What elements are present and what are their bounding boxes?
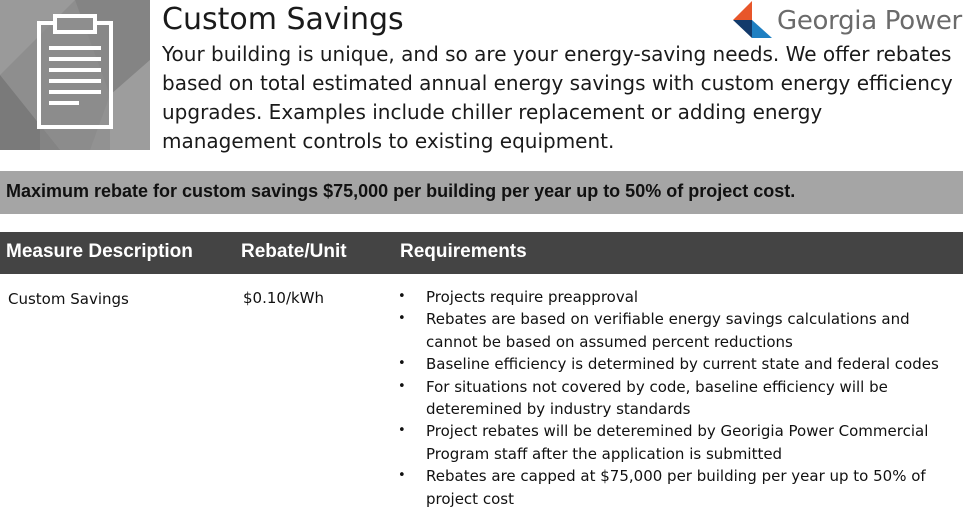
georgia-power-logo-mark-icon (730, 0, 774, 40)
measure-cell: Custom Savings (8, 290, 129, 308)
list-item: • Project rebates will be deteremined by Georigia Power Commercial Program staff after the application is submitted (398, 420, 963, 465)
intro-text: Your building is unique, and so are your energy-saving needs. We offer rebates based on total estimated annual energy savings with custom energy efficiency upgrades. Examples include chiller replacement or adding energy management controls to existing equipment. (162, 42, 953, 153)
list-item: • Baseline efficiency is determined by current state and federal codes (398, 353, 963, 375)
banner-text: Maximum rebate for custom savings $75,000 per building per year up to 50% of project cost. (6, 181, 796, 201)
header-requirements: Requirements (400, 241, 527, 262)
clipboard-icon (0, 0, 150, 150)
logo-text: Georgia Power (777, 6, 962, 36)
list-item: • For situations not covered by code, baseline efficiency will be deteremined by industry standards (398, 376, 963, 421)
header-measure-description: Measure Description (6, 241, 193, 262)
page-title: Custom Savings (162, 2, 404, 37)
header-rebate-unit: Rebate/Unit (241, 241, 347, 262)
rebate-cell: $0.10/kWh (243, 289, 325, 307)
list-item: • Rebates are capped at $75,000 per building per year up to 50% of project cost (398, 465, 963, 510)
requirements-list (398, 286, 963, 510)
georgia-power-logo (730, 0, 966, 40)
max-rebate-banner (0, 171, 963, 214)
list-item: • Rebates are based on verifiable energy savings calculations and cannot be based on assumed percent reductions (398, 308, 963, 353)
list-item: • Projects require preapproval (398, 286, 963, 308)
table-header (0, 232, 963, 274)
